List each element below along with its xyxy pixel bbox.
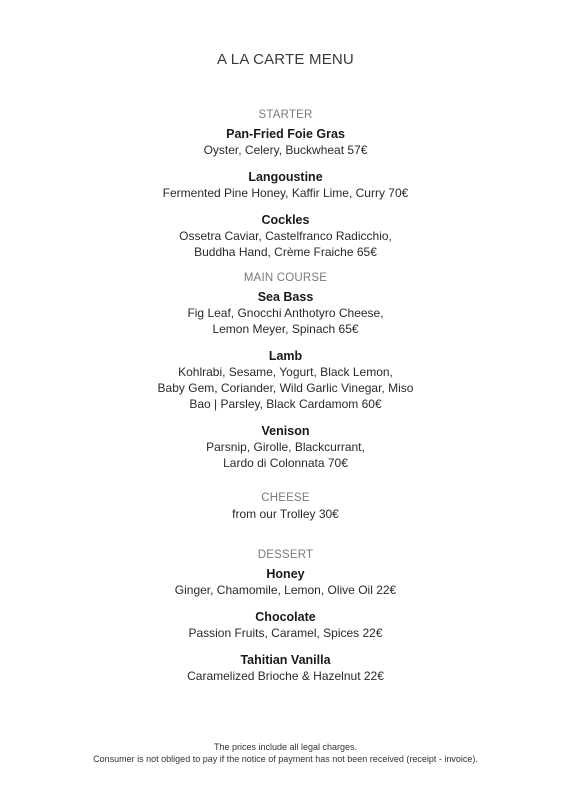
dish-name: Venison <box>261 424 310 438</box>
dish-description: Fermented Pine Honey, Kaffir Lime, Curry 70€ <box>162 186 409 200</box>
dish-item <box>0 506 571 522</box>
dish-name: Langoustine <box>248 170 323 184</box>
dish-description: Bao | Parsley, Black Cardamom 60€ <box>189 397 382 411</box>
dish-description: Fig Leaf, Gnocchi Anthotyro Cheese, <box>187 306 384 320</box>
dish-name: Pan-Fried Foie Gras <box>226 127 345 141</box>
dish-item <box>0 348 571 412</box>
footer-legal-note: The prices include all legal charges. <box>213 742 358 752</box>
dish-item <box>0 652 571 684</box>
legal-footer <box>0 741 571 765</box>
section-starter <box>0 107 571 260</box>
dish-item <box>0 289 571 337</box>
section-heading: CHEESE <box>261 492 310 504</box>
section-heading: DESSERT <box>257 549 314 561</box>
dish-name: Chocolate <box>255 610 316 624</box>
section-heading: MAIN COURSE <box>243 272 328 284</box>
section-cheese <box>0 490 571 522</box>
dish-description: Baby Gem, Coriander, Wild Garlic Vinegar, Miso <box>157 381 414 395</box>
dish-description: Caramelized Brioche & Hazelnut 22€ <box>187 669 384 683</box>
footer-payment-note: Consumer is not obliged to pay if the notice of payment has not been received (receipt - invoice). <box>93 754 478 764</box>
dish-description: Oyster, Celery, Buckwheat 57€ <box>203 143 368 157</box>
dish-description: from our Trolley 30€ <box>232 507 339 521</box>
dish-item <box>0 609 571 641</box>
dish-name: Cockles <box>261 213 310 227</box>
dish-description: Lardo di Colonnata 70€ <box>223 456 348 470</box>
dish-name: Honey <box>266 567 305 581</box>
dish-name: Sea Bass <box>257 290 314 304</box>
section-heading: STARTER <box>258 109 313 121</box>
dish-name: Lamb <box>268 349 303 363</box>
dish-item <box>0 423 571 471</box>
dish-description: Ginger, Chamomile, Lemon, Olive Oil 22€ <box>174 583 397 597</box>
dish-description: Lemon Meyer, Spinach 65€ <box>212 322 359 336</box>
dish-item <box>0 126 571 158</box>
dish-description: Ossetra Caviar, Castelfranco Radicchio, <box>179 229 392 243</box>
dish-description: Buddha Hand, Crème Fraiche 65€ <box>194 245 377 259</box>
dish-name: Tahitian Vanilla <box>240 653 331 667</box>
section-dessert <box>0 547 571 684</box>
dish-item <box>0 169 571 201</box>
dish-item <box>0 212 571 260</box>
dish-description: Kohlrabi, Sesame, Yogurt, Black Lemon, <box>178 365 393 379</box>
dish-description: Parsnip, Girolle, Blackcurrant, <box>206 440 365 454</box>
menu-title: A LA CARTE MENU <box>217 51 354 68</box>
section-main-course <box>0 270 571 471</box>
dish-item <box>0 566 571 598</box>
dish-description: Passion Fruits, Caramel, Spices 22€ <box>188 626 383 640</box>
